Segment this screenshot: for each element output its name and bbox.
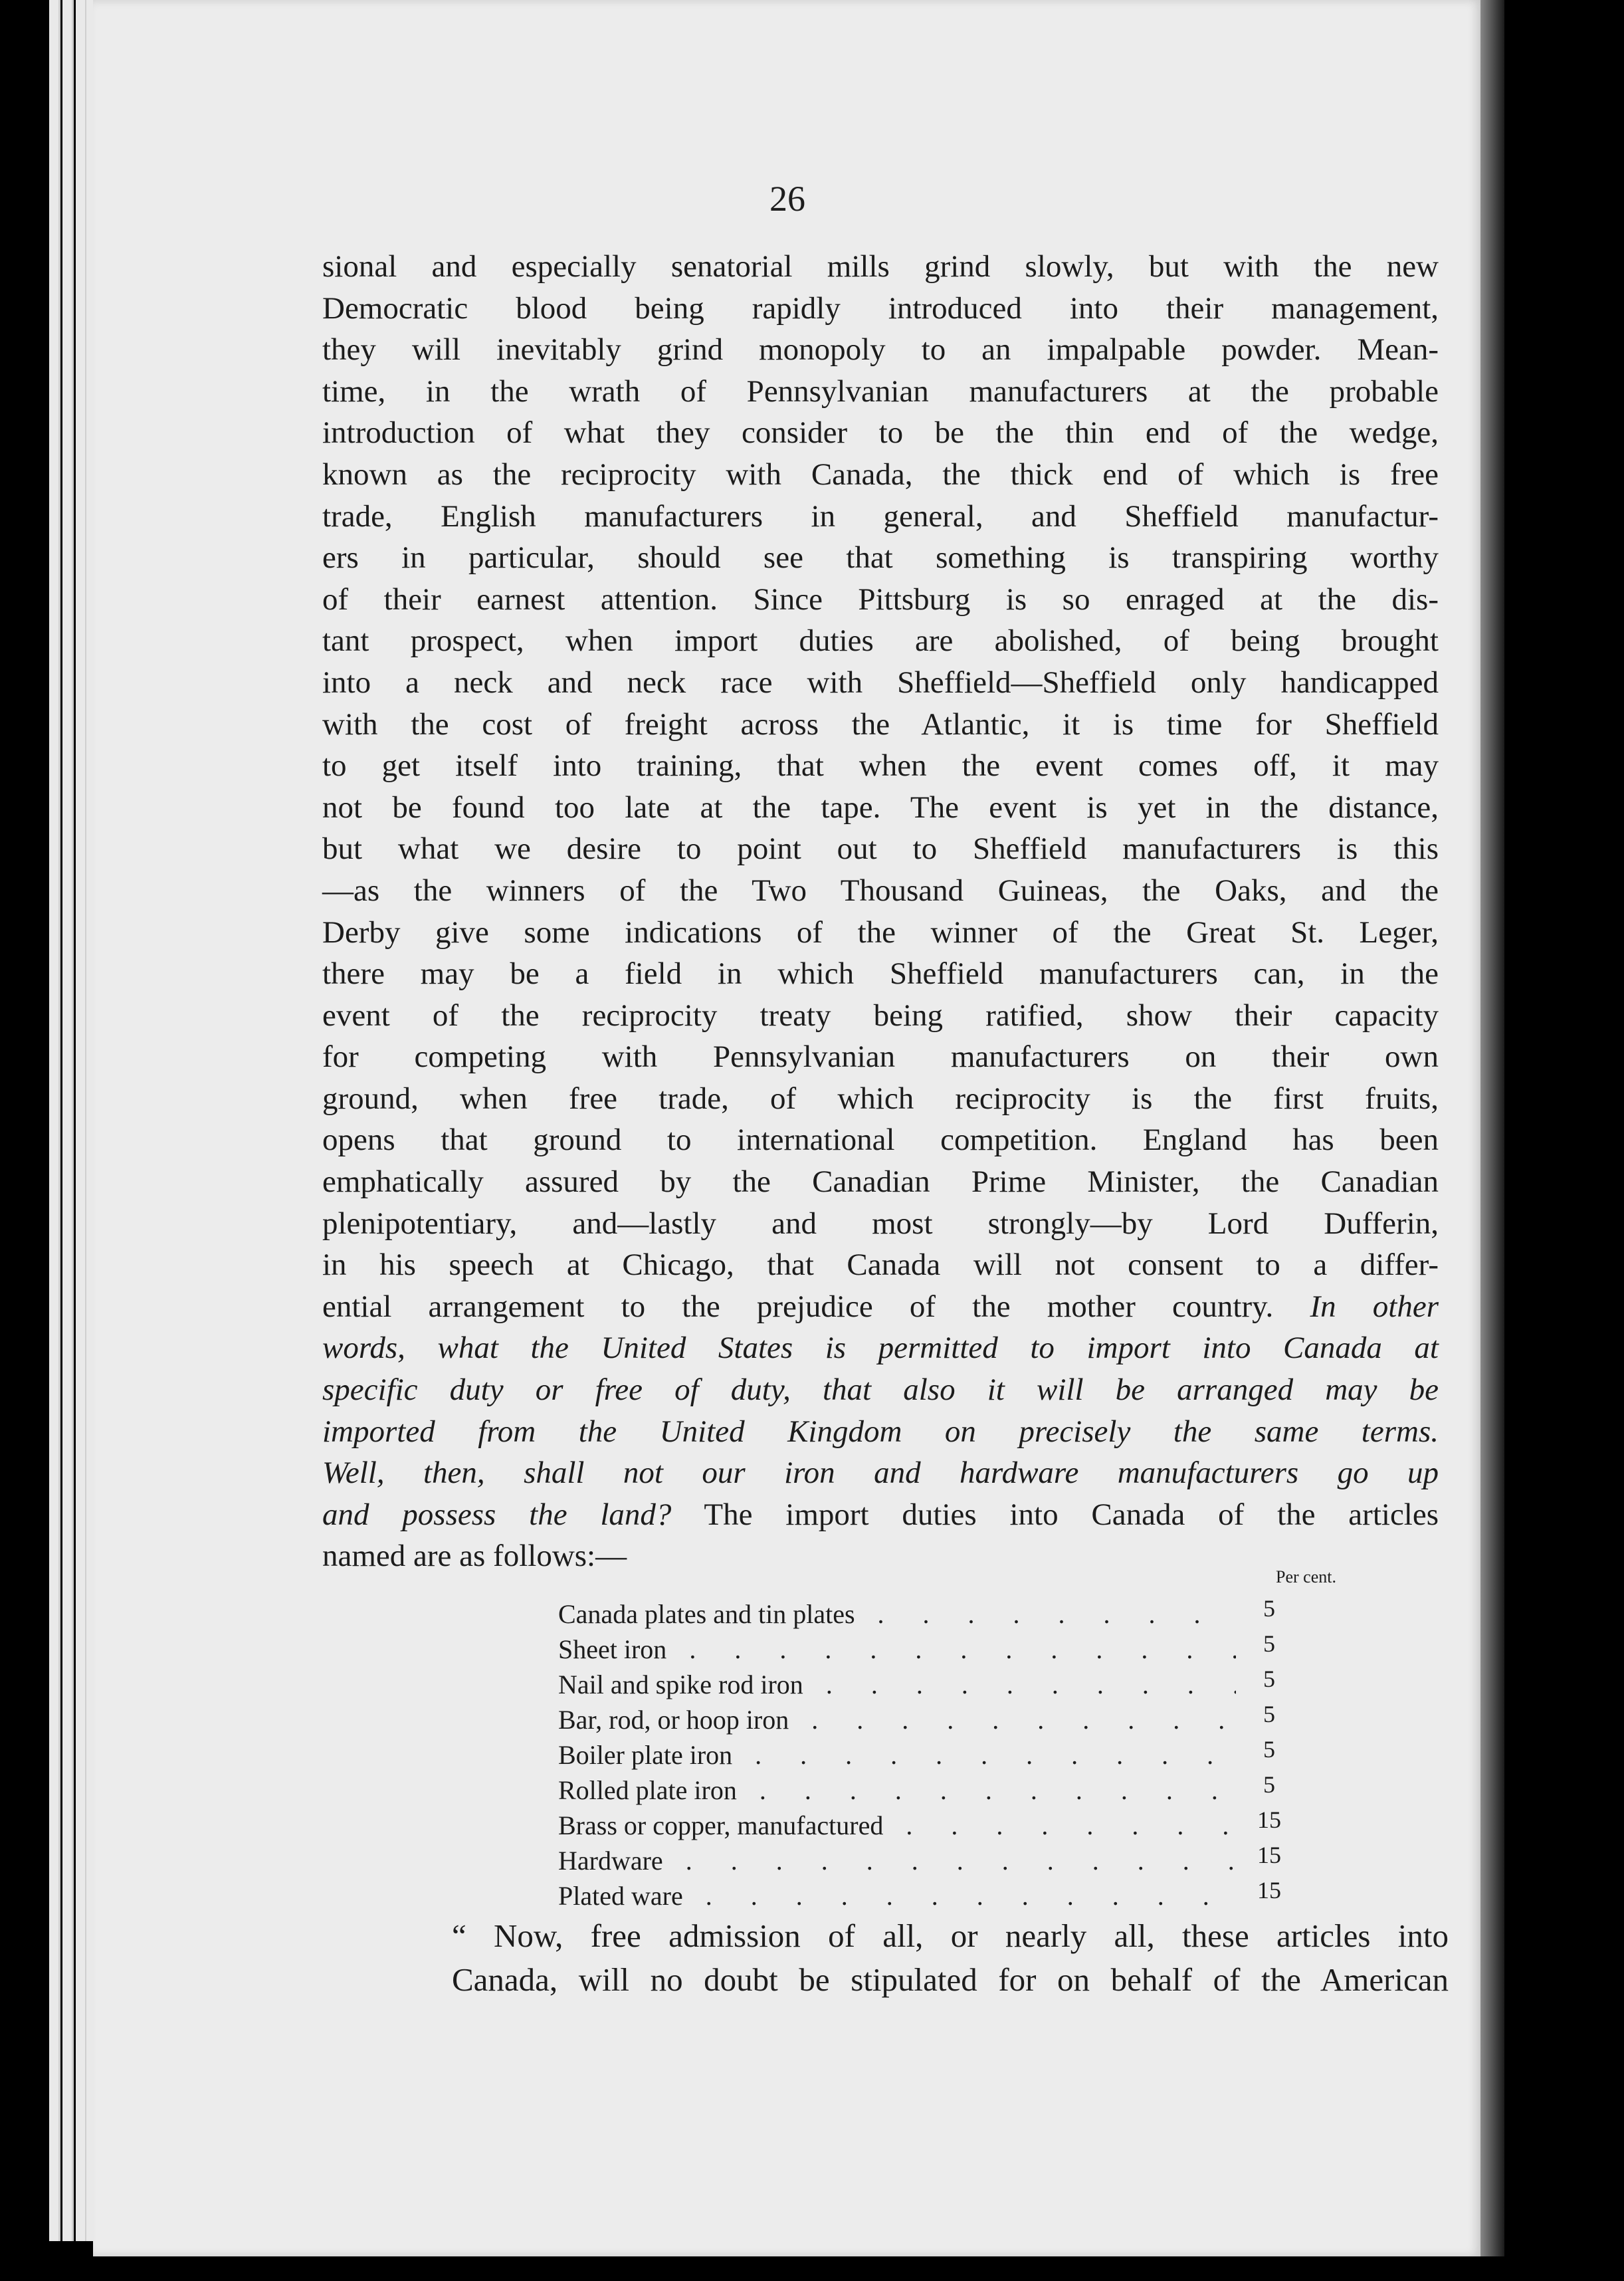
page-edge bbox=[76, 0, 87, 2241]
text-line-mixed bbox=[322, 1286, 1439, 1328]
text-line: emphatically assured by the Canadian Prime Minister, the Canadian bbox=[322, 1164, 1439, 1200]
text-line: there may be a field in which Sheffield manufacturers can, in the bbox=[322, 956, 1439, 992]
table-header-per-cent: Per cent. bbox=[1276, 1567, 1336, 1586]
text-line: they will inevitably grind monopoly to an impalpable powder. Mean- bbox=[322, 332, 1439, 368]
row-label: Boiler plate iron . . . bbox=[558, 1737, 1236, 1773]
text-line: “ Now, free admission of all, or nearly all, these articles into bbox=[452, 1917, 1449, 1954]
row-label: Hardware . . . bbox=[558, 1843, 1236, 1878]
italic-line: words, what the United States is permitted to import into Canada at bbox=[322, 1331, 1439, 1366]
row-label: Bar, rod, or hoop iron . . . bbox=[558, 1702, 1236, 1737]
text-line: ers in particular, should see that something is transpiring worthy bbox=[322, 540, 1439, 576]
text-line: Democratic blood being rapidly introduced into their management, bbox=[322, 290, 1439, 326]
italic-line: Well, then, shall not our iron and hardware manufacturers go up bbox=[322, 1456, 1439, 1491]
text-line: named are as follows:— bbox=[322, 1539, 627, 1574]
italic-run: In other bbox=[1310, 1289, 1439, 1324]
text-line: for competing with Pennsylvanian manufacturers on their own bbox=[322, 1039, 1439, 1075]
body-paragraph bbox=[322, 246, 1439, 1577]
text-run: ential arrangement to the prejudice of the mother country. bbox=[322, 1289, 1274, 1324]
row-value: 5 bbox=[1263, 1736, 1275, 1763]
row-value: 5 bbox=[1263, 1666, 1275, 1692]
italic-run: and possess the land? bbox=[322, 1497, 672, 1532]
text-line: sional and especially senatorial mills grind slowly, but with the new bbox=[322, 249, 1439, 284]
page-edge bbox=[49, 0, 60, 2241]
italic-line: specific duty or free of duty, that also it will be arranged may be bbox=[322, 1372, 1439, 1408]
text-line: tant prospect, when import duties are abolished, of being brought bbox=[322, 623, 1439, 659]
text-line: into a neck and neck race with Sheffield—Sheffield only handicapped bbox=[322, 665, 1439, 700]
text-line: trade, English manufacturers in general, and Sheffield manufactur- bbox=[322, 498, 1439, 534]
text-line: time, in the wrath of Pennsylvanian manufacturers at the probable bbox=[322, 374, 1439, 409]
text-line: known as the reciprocity with Canada, the thick end of which is free bbox=[322, 457, 1439, 492]
text-run: The import duties into Canada of the articles bbox=[704, 1497, 1439, 1532]
text-line: but what we desire to point out to Sheffield manufacturers is this bbox=[322, 831, 1439, 867]
row-value: 15 bbox=[1257, 1842, 1281, 1868]
text-line: ground, when free trade, of which reciprocity is the first fruits, bbox=[322, 1081, 1439, 1116]
row-value: 5 bbox=[1263, 1630, 1275, 1657]
text-line: Derby give some indications of the winner of the Great St. Leger, bbox=[322, 915, 1439, 950]
row-value: 5 bbox=[1263, 1771, 1275, 1798]
row-label: Plated ware . . . bbox=[558, 1878, 1236, 1913]
text-line: plenipotentiary, and—lastly and most strongly—by Lord Dufferin, bbox=[322, 1206, 1439, 1241]
text-line: with the cost of freight across the Atlantic, it is time for Sheffield bbox=[322, 706, 1439, 742]
table-row bbox=[465, 1878, 1395, 1913]
closing-paragraph bbox=[452, 1914, 1449, 2002]
text-line: event of the reciprocity treaty being ratified, show their capacity bbox=[322, 998, 1439, 1033]
text-line: introduction of what they consider to be the thin end of the wedge, bbox=[322, 415, 1439, 451]
text-line-mixed bbox=[322, 1494, 1439, 1536]
page-edge bbox=[62, 0, 74, 2241]
book-binding-shadow bbox=[1480, 0, 1504, 2256]
row-value: 5 bbox=[1263, 1701, 1275, 1727]
row-label: Rolled plate iron . . . bbox=[558, 1773, 1236, 1808]
row-value: 15 bbox=[1257, 1877, 1281, 1903]
text-line: not be found too late at the tape. The event is yet in the distance, bbox=[322, 790, 1439, 825]
row-label: Sheet iron . . . bbox=[558, 1632, 1236, 1667]
text-line: of their earnest attention. Since Pittsburg is so enraged at the dis- bbox=[322, 582, 1439, 617]
row-value: 5 bbox=[1263, 1595, 1275, 1622]
page-sheet bbox=[93, 0, 1482, 2256]
row-label: Canada plates and tin plates . . . bbox=[558, 1596, 1236, 1632]
text-line: to get itself into training, that when the event comes off, it may bbox=[322, 748, 1439, 784]
row-label: Brass or copper, manufactured . . . bbox=[558, 1808, 1236, 1843]
text-line: in his speech at Chicago, that Canada will not consent to a differ- bbox=[322, 1248, 1439, 1283]
page-number: 26 bbox=[769, 179, 805, 219]
text-line: opens that ground to international competition. England has been bbox=[322, 1123, 1439, 1158]
italic-line: imported from the United Kingdom on precisely the same terms. bbox=[322, 1414, 1439, 1449]
text-line: Canada, will no doubt be stipulated for on behalf of the American bbox=[452, 1961, 1449, 1998]
row-label: Nail and spike rod iron . . . bbox=[558, 1667, 1236, 1702]
table-rows bbox=[465, 1596, 1395, 1913]
text-line: —as the winners of the Two Thousand Guineas, the Oaks, and the bbox=[322, 873, 1439, 908]
row-value: 15 bbox=[1257, 1806, 1281, 1833]
